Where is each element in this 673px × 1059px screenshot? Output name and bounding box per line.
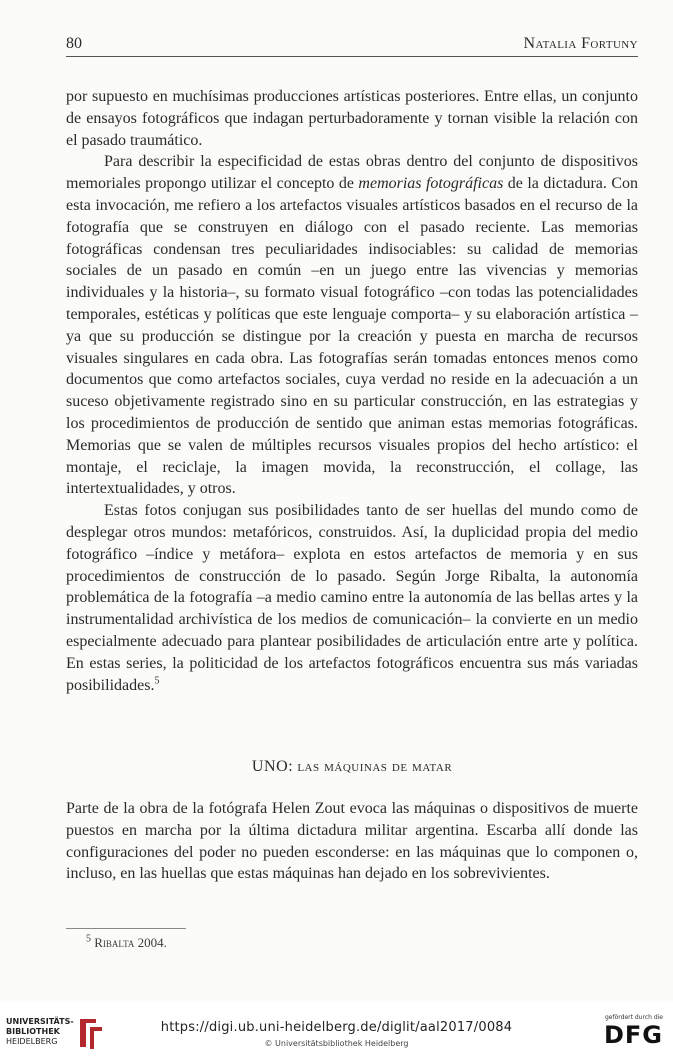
- dfg-logo[interactable]: [591, 1014, 663, 1047]
- copyright-notice: © Universitätsbibliothek Heidelberg: [264, 1039, 409, 1048]
- section-heading: [66, 756, 638, 778]
- paragraph: Parte de la obra de la fotógrafa Helen Zout evoca las máquinas o dispositivos de muerte puestos en marcha por la última dictadura militar argentina. Escarba allí donde las configuraciones del poder no pueden esconderse: en las máquinas que lo componen o, incluso, en las huellas que estas máquinas han dejado en los sobrevivientes.: [66, 800, 638, 883]
- section-text: [66, 798, 638, 885]
- footnote-number: 5: [86, 933, 91, 945]
- footnote-divider: [66, 928, 186, 929]
- section-heading-title: las máquinas de matar: [297, 758, 453, 775]
- digitization-footer: [0, 1002, 673, 1059]
- dfg-wordmark: DFG: [603, 1021, 663, 1049]
- paragraph-text: Estas fotos conjugan sus posibilidades tanto de ser huellas del mundo como de desplegar otros mundos: metafóricos, construidos. Así, la duplicidad propia del medio fotográfico –índice y metáfora– explota en estos artefactos de memoria y en sus procedimientos de construcción de lo pasado. Según Jorge Ribalta, la autonomía problemática de la fotografía –a medio camino entre la autonomía de las bellas artes y la instrumentalidad archivística de los medios de comunicación– la convierte en un medio especialmente adecuado para plantear posibilidades de articulación entre arte y política. En estas series, la politicidad de los artefactos fotográficos encuentra sus más variadas posibilidades.: [66, 502, 638, 694]
- library-name-line: BIBLIOTHEK: [6, 1027, 60, 1036]
- footnote: [86, 934, 167, 952]
- paragraph-text: de la dictadura. Con esta invocación, me refiero a los artefactos visuales artísticos basados en el recurso de la fotografía que se construyen en diálogo con el pasado reciente. Las memorias fotográficas condensan tres peculiaridades indisociables: su calidad de memorias sociales de un pasado en común –en un juego entre las vivencias y memorias individuales y la historia–, su formato visual fotográfico –con todas las potencialidades temporales, estéticas y políticas que este lenguaje comporta– y su elaboración artística –ya que su producción se distingue por la creación y puesta en marcha de recursos visuales singulares en cada obra. Las fotografías serán tomadas entonces menos como documentos que como artefactos sociales, cuya verdad no reside en la adecuación a un suceso objetivamente registrado sino en su particular construcción, en las estrategias y los procedimientos de producción de sentido que animan estas memorias fotográficas. Memorias que se valen de múltiples recursos visuales propios del hecho artístico: el montaje, el reciclaje, la imagen movida, la reconstrucción, el collage, las intertextualidades, y otros.: [66, 175, 638, 498]
- paragraph: [66, 151, 638, 500]
- footnote-reference[interactable]: 5: [154, 675, 160, 687]
- paragraph: [66, 500, 638, 696]
- running-head-author: Natalia Fortuny: [523, 35, 638, 52]
- section-heading-lead: UNO:: [251, 758, 294, 775]
- library-name-line: HEIDELBERG: [6, 1037, 58, 1046]
- body-text: [66, 86, 638, 696]
- funded-by-label: gefördert durch die: [605, 1014, 663, 1021]
- paragraph: por supuesto en muchísimas producciones artísticas posteriores. Entre ellas, un conjunto de ensayos fotográficos que indagan perturbadoramente y tornan visible la relación con el pasado traumático.: [66, 88, 638, 149]
- paragraph-text: Para describir la especificidad de estas obras dentro del conjunto de dispositivos memoriales propongo utilizar el concepto de: [66, 153, 638, 193]
- footnote-author: Ribalta: [94, 935, 135, 950]
- running-head: [66, 34, 638, 57]
- emphasis-term: memorias fotográficas: [358, 175, 504, 193]
- page-number: 80: [66, 35, 82, 52]
- permalink-url[interactable]: https://digi.ub.uni-heidelberg.de/diglit/aal2017/0084: [160, 1020, 513, 1035]
- library-name-line: UNIVERSITÄTS-: [6, 1017, 74, 1026]
- footnote-year: 2004.: [137, 935, 167, 950]
